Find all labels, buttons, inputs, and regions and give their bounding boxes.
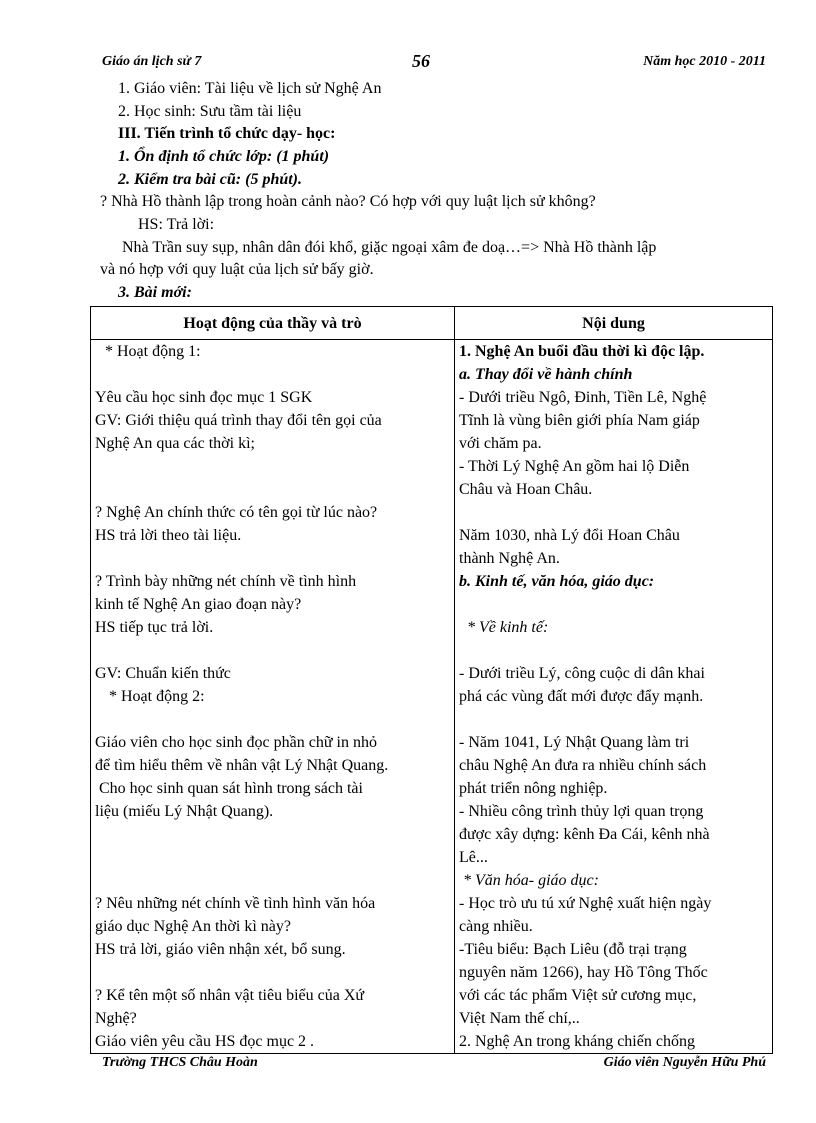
list-item bbox=[95, 961, 450, 984]
list-item: phá các vùng đất mới được đẩy mạnh. bbox=[459, 688, 704, 705]
list-item bbox=[95, 869, 450, 892]
list-item: - Dưới triều Ngô, Đinh, Tiền Lê, Nghệ bbox=[459, 389, 707, 406]
header-school-year: Năm học 2010 - 2011 bbox=[643, 54, 766, 69]
list-item bbox=[95, 708, 450, 731]
list-item bbox=[459, 708, 768, 731]
list-item: Nghệ An qua các thời kì; bbox=[95, 435, 255, 452]
list-item: Cho học sinh quan sát hình trong sách tài bbox=[99, 780, 363, 797]
list-item: ? Nghệ An chính thức có tên gọi từ lúc nào? bbox=[95, 504, 378, 521]
list-item: Lê... bbox=[459, 849, 488, 866]
header-subject: Giáo án lịch sử 7 bbox=[102, 54, 202, 69]
list-item: giáo dục Nghệ An thời kì này? bbox=[95, 918, 291, 935]
section-heading-3: III. Tiến trình tổ chức dạy- học: bbox=[118, 125, 336, 142]
student-answer-label: HS: Trả lời: bbox=[138, 216, 215, 233]
list-item bbox=[459, 501, 768, 524]
list-item: ? Trình bày những nét chính về tình hình bbox=[95, 573, 357, 590]
list-item bbox=[95, 455, 450, 478]
list-item: Giáo viên cho học sinh đọc phần chữ in nhỏ bbox=[95, 734, 377, 751]
list-item: 2. Nghệ An trong kháng chiến chống bbox=[459, 1033, 695, 1050]
list-item: kinh tế Nghệ An giao đoạn này? bbox=[95, 596, 302, 613]
list-item: thành Nghệ An. bbox=[459, 550, 560, 567]
list-item: càng nhiều. bbox=[459, 918, 533, 935]
list-item: ? Kể tên một số nhân vật tiêu biểu của Xứ bbox=[95, 987, 365, 1004]
page-footer bbox=[96, 1055, 768, 1075]
answer-line-2: và nó hợp với quy luật của lịch sử bấy giờ. bbox=[100, 261, 374, 278]
list-item: nguyên năm 1266), hay Hồ Tông Thốc bbox=[459, 964, 708, 981]
review-question: ? Nhà Hồ thành lập trong hoàn cảnh nào? Có hợp với quy luật lịch sử không? bbox=[100, 193, 596, 210]
list-item bbox=[459, 639, 768, 662]
list-item: -Tiêu biểu: Bạch Liêu (đỗ trại trạng bbox=[459, 941, 687, 958]
list-item: HS trả lời theo tài liệu. bbox=[95, 527, 242, 544]
column-header-activities: Hoạt động của thầy và trò bbox=[91, 307, 455, 340]
list-item: Yêu cầu học sinh đọc mục 1 SGK bbox=[95, 389, 313, 406]
list-item: để tìm hiểu thêm về nhân vật Lý Nhật Quang. bbox=[95, 757, 389, 774]
list-item: Việt Nam thế chí,.. bbox=[459, 1010, 580, 1027]
list-item: châu Nghệ An đưa ra nhiều chính sách bbox=[459, 757, 707, 774]
list-item: Châu và Hoan Châu. bbox=[459, 481, 593, 498]
list-item: - Năm 1041, Lý Nhật Quang làm tri bbox=[459, 734, 690, 751]
page-header bbox=[96, 51, 768, 74]
list-item: a. Thay đổi về hành chính bbox=[459, 366, 633, 383]
footer-teacher: Giáo viên Nguyễn Hữu Phú bbox=[603, 1055, 766, 1070]
list-item: Tĩnh là vùng biên giới phía Nam giáp bbox=[459, 412, 700, 429]
list-item: phát triển nông nghiệp. bbox=[459, 780, 608, 797]
list-item: HS trả lời, giáo viên nhận xét, bổ sung. bbox=[95, 941, 346, 958]
list-item: * Về kinh tế: bbox=[467, 619, 549, 636]
list-item: GV: Chuẩn kiến thức bbox=[95, 665, 231, 682]
list-item: b. Kinh tế, văn hóa, giáo dục: bbox=[459, 573, 655, 590]
lesson-table bbox=[90, 306, 773, 1054]
list-item: ? Nêu những nét chính về tình hình văn hóa bbox=[95, 895, 376, 912]
list-item: liệu (miếu Lý Nhật Quang). bbox=[95, 803, 274, 820]
list-item bbox=[95, 363, 450, 386]
list-item: * Hoạt động 1: bbox=[105, 343, 201, 360]
subheading-organize: 1. Ổn định tổ chức lớp: (1 phút) bbox=[118, 148, 330, 165]
intro-text bbox=[96, 79, 768, 304]
list-item bbox=[95, 478, 450, 501]
list-item: * Hoạt động 2: bbox=[109, 688, 205, 705]
table-header-row bbox=[91, 307, 773, 340]
column-header-content: Nội dung bbox=[455, 307, 773, 340]
list-item: Nghệ? bbox=[95, 1010, 137, 1027]
footer-school: Trường THCS Châu Hoàn bbox=[102, 1055, 258, 1070]
list-item bbox=[95, 547, 450, 570]
answer-line-1: Nhà Trần suy sụp, nhân dân đói khổ, giặc ngoại xâm đe doạ…=> Nhà Hồ thành lập bbox=[122, 239, 657, 256]
list-item bbox=[95, 823, 450, 846]
list-item bbox=[459, 593, 768, 616]
list-item: 1. Nghệ An buổi đầu thời kì độc lập. bbox=[459, 343, 705, 360]
activities-cell bbox=[91, 340, 455, 1054]
list-item: Năm 1030, nhà Lý đổi Hoan Châu bbox=[459, 527, 680, 544]
list-item: được xây dựng: kênh Đa Cái, kênh nhà bbox=[459, 826, 710, 843]
list-item bbox=[95, 639, 450, 662]
teacher-materials-line: 1. Giáo viên: Tài liệu về lịch sử Nghệ An bbox=[118, 80, 382, 97]
list-item: GV: Giới thiệu quá trình thay đổi tên gọi của bbox=[95, 412, 382, 429]
content-cell bbox=[455, 340, 773, 1054]
list-item: với các tác phẩm Việt sử cương mục, bbox=[459, 987, 697, 1004]
list-item: Giáo viên yêu cầu HS đọc mục 2 . bbox=[95, 1033, 315, 1050]
list-item: - Dưới triều Lý, công cuộc di dân khai bbox=[459, 665, 705, 682]
list-item: * Văn hóa- giáo dục: bbox=[463, 872, 599, 889]
subheading-new-lesson: 3. Bài mới: bbox=[118, 284, 192, 301]
subheading-review: 2. Kiểm tra bài cũ: (5 phút). bbox=[118, 171, 303, 188]
list-item: HS tiếp tục trả lời. bbox=[95, 619, 214, 636]
page-number: 56 bbox=[412, 51, 430, 71]
student-materials-line: 2. Học sinh: Sưu tầm tài liệu bbox=[118, 103, 302, 120]
list-item: - Học trò ưu tú xứ Nghệ xuất hiện ngày bbox=[459, 895, 712, 912]
list-item bbox=[95, 846, 450, 869]
list-item: với chăm pa. bbox=[459, 435, 542, 452]
list-item: - Nhiều công trình thủy lợi quan trọng bbox=[459, 803, 704, 820]
table-body-row bbox=[91, 340, 773, 1054]
list-item: - Thời Lý Nghệ An gồm hai lộ Diễn bbox=[459, 458, 690, 475]
